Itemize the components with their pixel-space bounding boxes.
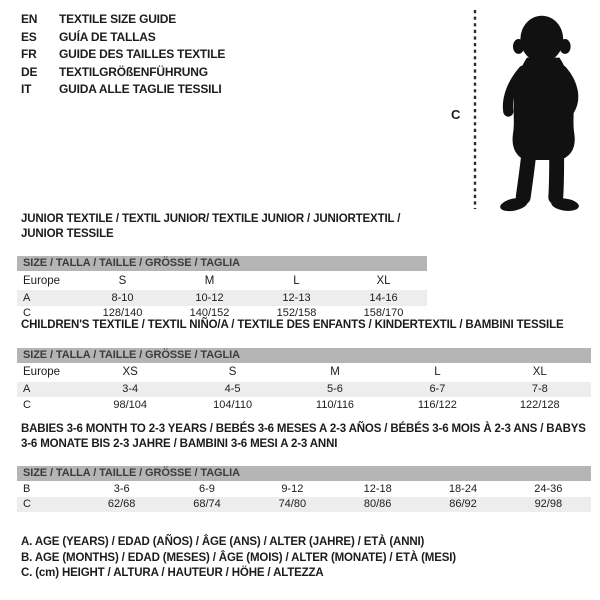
toddler-silhouette bbox=[499, 16, 580, 214]
lang-code-fr: FR bbox=[21, 47, 37, 61]
table-cell: 6-7 bbox=[429, 383, 446, 396]
language-header bbox=[21, 13, 225, 96]
table-cell: 86/92 bbox=[449, 498, 477, 511]
lang-label-en: TEXTILE SIZE GUIDE bbox=[59, 12, 177, 26]
table-cell: M bbox=[330, 366, 340, 378]
table-cell: 122/128 bbox=[519, 398, 560, 411]
junior-age-row bbox=[17, 290, 427, 306]
baby-silhouette-icon bbox=[448, 3, 600, 215]
junior-size-table-section bbox=[17, 212, 427, 321]
table-cell: 9-12 bbox=[281, 482, 304, 495]
table-cell: 3-6 bbox=[113, 482, 130, 495]
table-cell: 3-4 bbox=[122, 383, 139, 396]
table-cell: 12-18 bbox=[363, 482, 392, 495]
table-cell: 62/68 bbox=[107, 498, 136, 511]
table-cell: L bbox=[434, 366, 441, 378]
children-size-header-bar: SIZE / TALLA / TAILLE / GRÖSSE / TAGLIA bbox=[17, 348, 591, 363]
babies-size-table-section bbox=[17, 422, 591, 512]
table-cell: XL bbox=[376, 274, 391, 287]
lang-code-it: IT bbox=[21, 82, 32, 96]
row-label: Europe bbox=[23, 366, 61, 378]
lang-label-fr: GUIDE DES TAILLES TEXTILE bbox=[59, 47, 226, 61]
children-height-row bbox=[17, 397, 591, 413]
junior-table-title: JUNIOR TEXTILE / TEXTIL JUNIOR/ TEXTILE JUNIOR / JUNIORTEXTIL / JUNIOR TESSILE bbox=[21, 213, 401, 240]
row-label: Europe bbox=[23, 274, 61, 287]
row-label: C bbox=[23, 498, 31, 511]
table-cell: 4-5 bbox=[224, 383, 241, 396]
footnote-c: C. (cm) HEIGHT / ALTURA / HAUTEUR / HÖHE / ALTEZZA bbox=[21, 567, 324, 579]
table-cell: XL bbox=[532, 366, 547, 378]
table-cell: 10-12 bbox=[195, 291, 224, 304]
table-cell: 5-6 bbox=[327, 383, 343, 396]
babies-age-row bbox=[17, 481, 591, 497]
table-cell: 24-36 bbox=[534, 482, 563, 495]
lang-label-es: GUÍA DE TALLAS bbox=[59, 29, 156, 44]
table-cell: 74/80 bbox=[278, 498, 307, 511]
lang-code-en: EN bbox=[21, 12, 38, 26]
children-table-title: CHILDREN'S TEXTILE / TEXTIL NIÑO/A / TEXTILE DES ENFANTS / KINDERTEXTIL / BAMBINI TESSILE bbox=[21, 319, 564, 331]
table-cell: S bbox=[118, 274, 127, 287]
row-label: C bbox=[23, 307, 31, 320]
babies-height-row bbox=[17, 497, 591, 513]
lang-label-it: GUIDA ALLE TAGLIE TESSILI bbox=[59, 82, 222, 96]
table-cell: 116/122 bbox=[417, 398, 457, 411]
table-cell: S bbox=[228, 366, 237, 378]
junior-size-header-bar: SIZE / TALLA / TAILLE / GRÖSSE / TAGLIA bbox=[17, 256, 427, 271]
row-label: A bbox=[23, 291, 31, 304]
table-cell: 12-13 bbox=[282, 291, 311, 304]
table-cell: 140/152 bbox=[189, 307, 230, 320]
footnote-a: A. AGE (YEARS) / EDAD (AÑOS) / ÂGE (ANS) / ALTER (JAHRE) / ETÀ (ANNI) bbox=[21, 536, 425, 548]
children-size-table-section bbox=[17, 318, 591, 413]
babies-table-title: BABIES 3-6 MONTH TO 2-3 YEARS / BEBÉS 3-6 MESES A 2-3 AÑOS / BÉBÉS 3-6 MOIS À 2-3 ANS / BABYS 3-6 MONATE BIS 2-3 JAHRE / BAMBINI 3-6 MESI A 2-3 ANNI bbox=[21, 423, 586, 450]
height-measure-figure bbox=[448, 3, 600, 215]
table-cell: 14-16 bbox=[369, 291, 398, 304]
lang-code-es: ES bbox=[21, 29, 37, 44]
children-age-row bbox=[17, 382, 591, 398]
table-cell: 8-10 bbox=[111, 291, 134, 304]
lang-label-de: TEXTILGRÖßENFÜHRUNG bbox=[59, 64, 208, 79]
table-cell: 92/98 bbox=[534, 498, 563, 511]
table-cell: 80/86 bbox=[363, 498, 392, 511]
table-cell: 6-9 bbox=[199, 482, 215, 495]
table-cell: 110/116 bbox=[315, 398, 355, 411]
children-sizes-row bbox=[17, 363, 591, 382]
row-label: B bbox=[23, 482, 31, 495]
row-label: C bbox=[23, 398, 31, 411]
table-cell: 152/158 bbox=[276, 307, 317, 320]
lang-code-de: DE bbox=[21, 64, 38, 79]
table-cell: XS bbox=[122, 366, 138, 378]
table-cell: 104/110 bbox=[213, 398, 253, 411]
table-cell: 158/170 bbox=[363, 307, 404, 320]
table-cell: 18-24 bbox=[448, 482, 478, 495]
table-cell: 128/140 bbox=[102, 307, 143, 320]
row-label: A bbox=[23, 383, 31, 396]
table-cell: M bbox=[204, 274, 215, 287]
height-measure-label: C bbox=[451, 107, 461, 122]
table-cell: 68/74 bbox=[193, 498, 221, 511]
babies-size-header-bar: SIZE / TALLA / TAILLE / GRÖSSE / TAGLIA bbox=[17, 466, 591, 481]
table-cell: 7-8 bbox=[531, 383, 548, 396]
table-cell: 98/104 bbox=[113, 398, 148, 411]
table-cell: L bbox=[293, 274, 300, 287]
junior-sizes-row bbox=[17, 271, 427, 290]
footnote-b: B. AGE (MONTHS) / EDAD (MESES) / ÂGE (MOIS) / ALTER (MONATE) / ETÀ (MESI) bbox=[21, 551, 456, 564]
footnotes bbox=[21, 535, 456, 582]
